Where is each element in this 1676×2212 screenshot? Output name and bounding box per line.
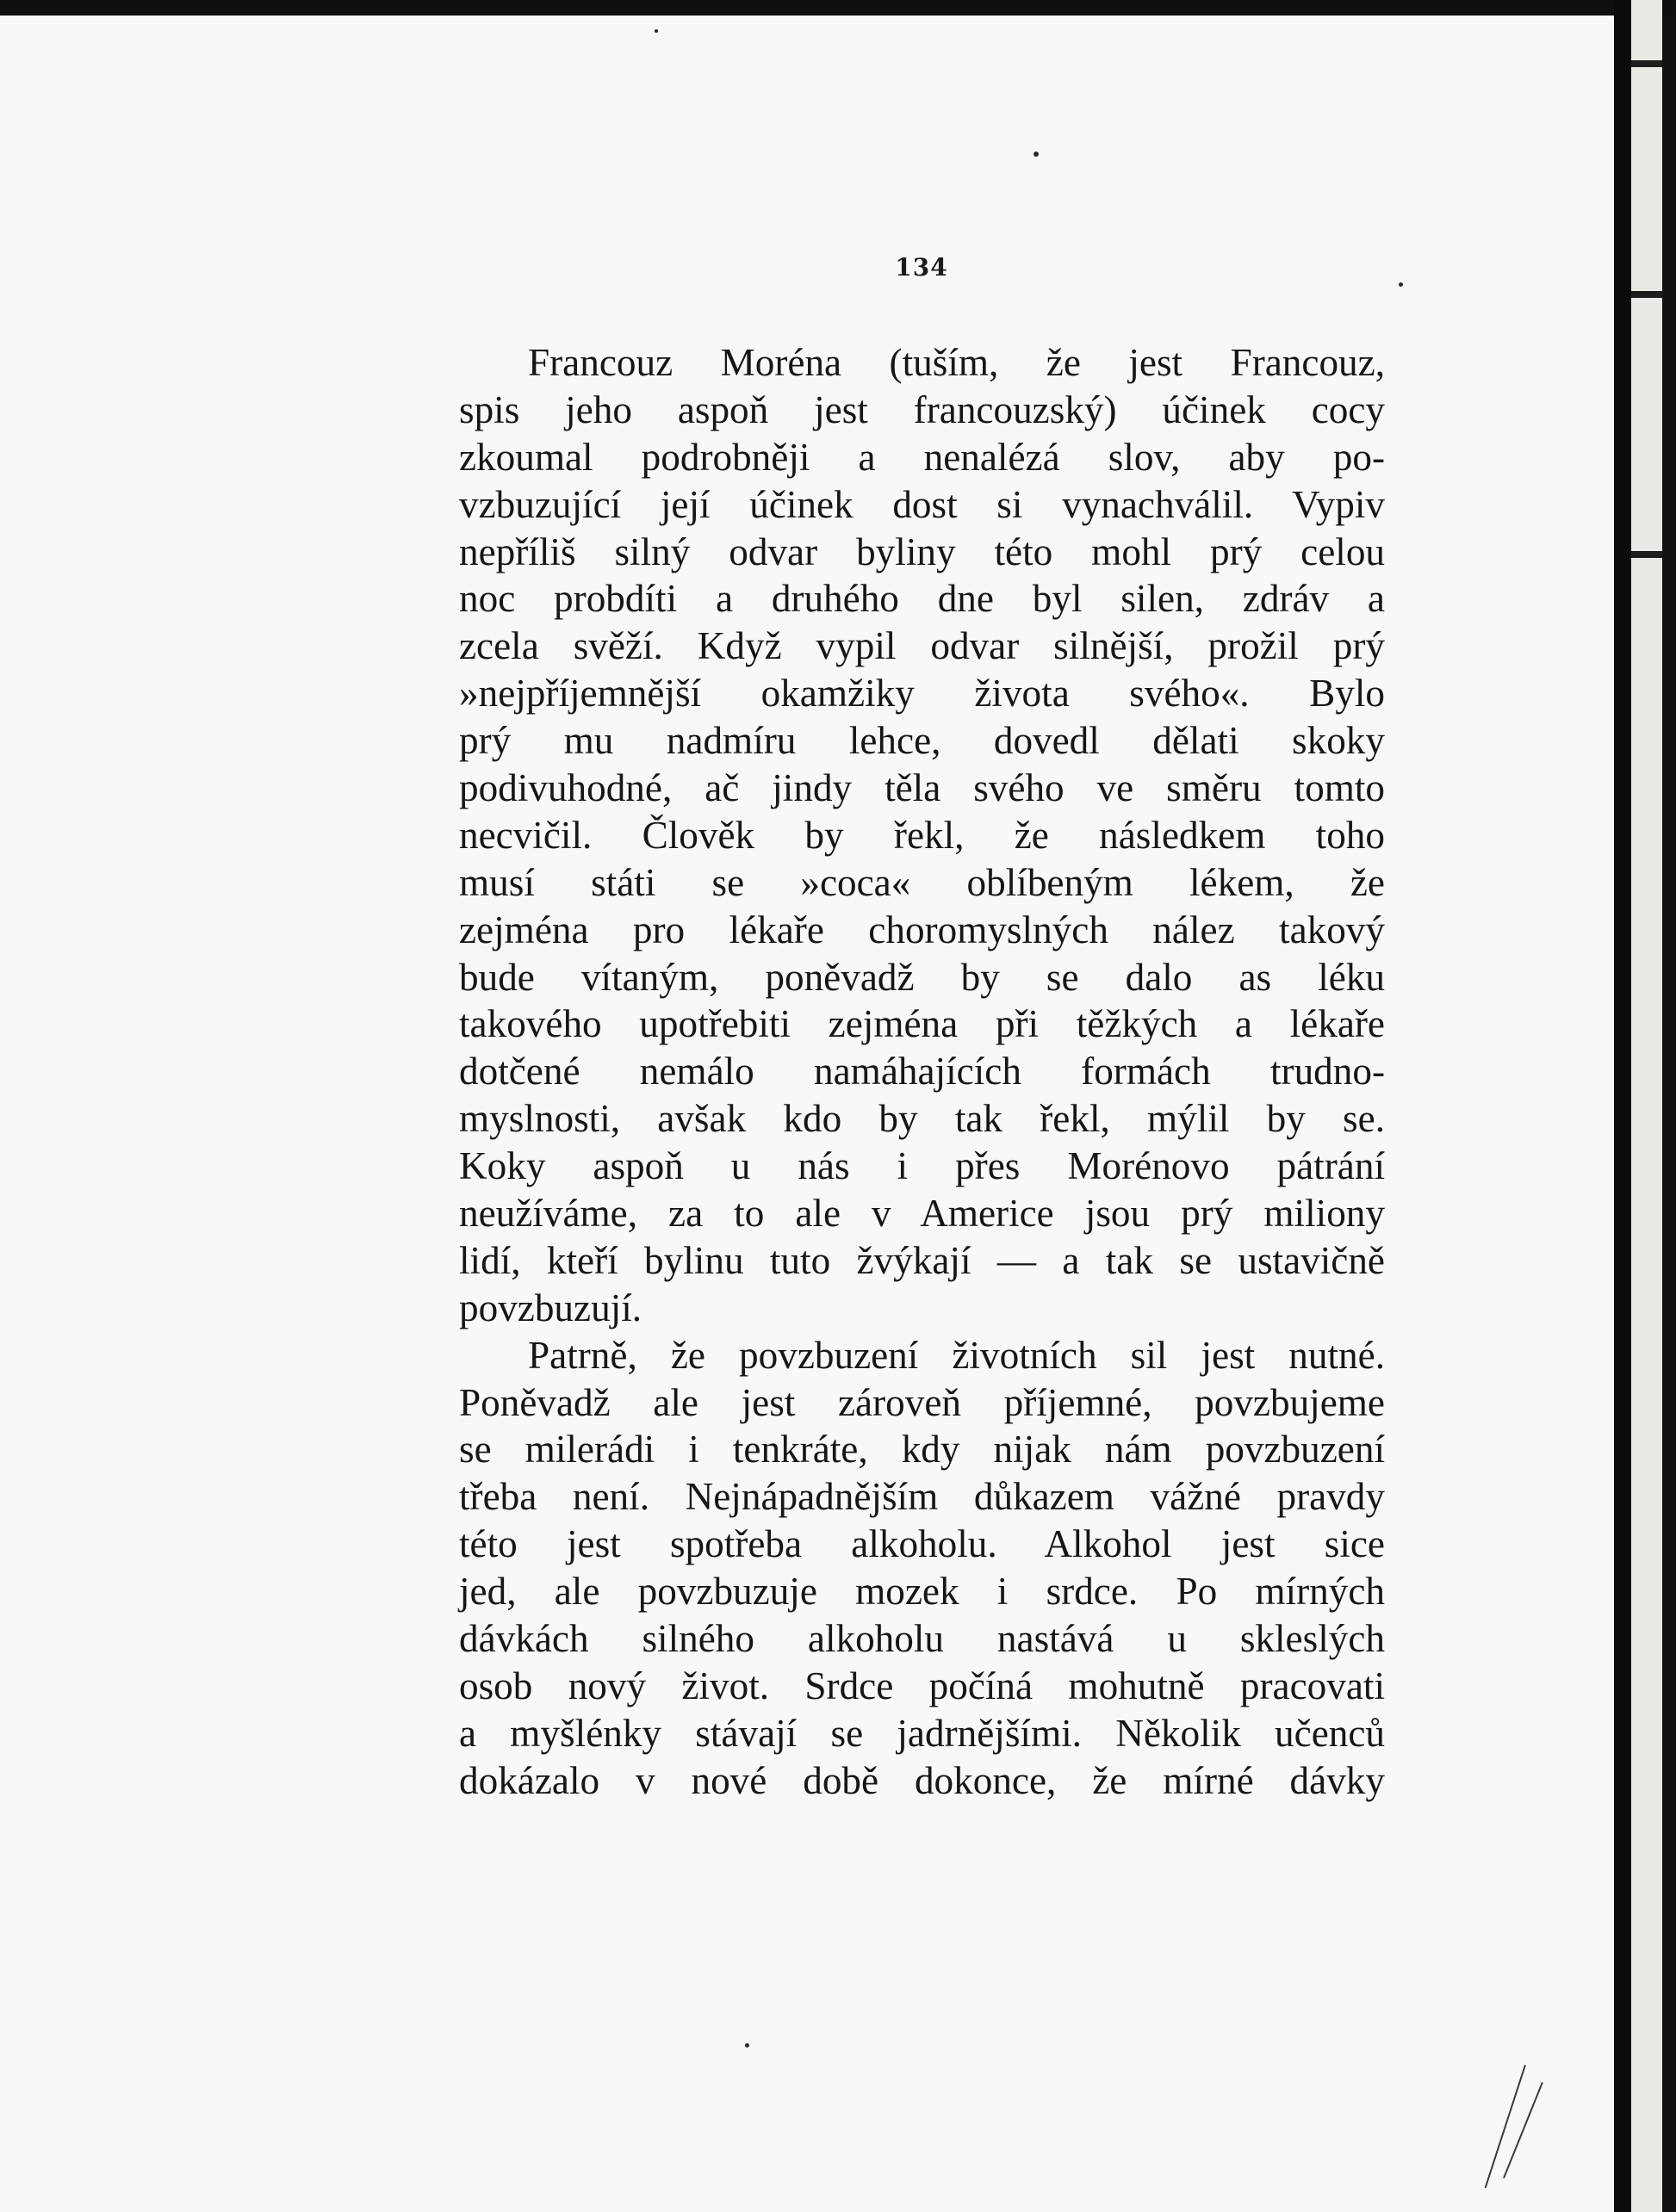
edge-mark	[1631, 551, 1662, 558]
text-line: Koky aspoň u nás i přes Morénovo pátrání	[459, 1144, 1385, 1188]
text-line: nepříliš silný odvar byliny této mohl prý celou	[459, 530, 1385, 573]
text-line: noc probdíti a druhého dne byl silen, zdráv a	[459, 577, 1385, 621]
text-line: Francouz Moréna (tuším, že jest Francouz,	[528, 341, 1385, 384]
scan-top-border	[0, 0, 1676, 15]
text-line: necvičil. Člověk by řekl, že následkem toho	[459, 813, 1385, 857]
text-line: Patrně, že povzbuzení životních sil jest nutné.	[528, 1333, 1385, 1377]
body-text	[459, 339, 1385, 1805]
dust-speck	[745, 2043, 749, 2048]
adjacent-page-edge	[1631, 0, 1662, 2212]
text-line: třeba není. Nejnápadnějším důkazem vážné pravdy	[459, 1475, 1385, 1519]
dust-speck	[655, 29, 658, 33]
text-line: Poněvadž ale jest zároveň příjemné, povzbujeme	[459, 1380, 1385, 1424]
text-line: bude vítaným, poněvadž by se dalo as léku	[459, 955, 1385, 999]
text-line: lidí, kteří bylinu tuto žvýkají — a tak se ustavičně	[459, 1238, 1385, 1282]
text-line: spis jeho aspoň jest francouzský) účinek cocy	[459, 387, 1385, 431]
text-line: takového upotřebiti zejména při těžkých a lékaře	[459, 1002, 1385, 1046]
text-line: dotčené nemálo namáhajících formách trudno-	[459, 1050, 1385, 1094]
dust-speck	[1034, 152, 1039, 157]
text-line: vzbuzující její účinek dost si vynachválil. Vypiv	[459, 482, 1385, 526]
text-line: zkoumal podrobněji a nenalézá slov, aby po-	[459, 435, 1385, 479]
text-line: podivuhodné, ač jindy těla svého ve směru tomto	[459, 766, 1385, 810]
text-line: »nejpříjemnější okamžiky života svého«. Bylo	[459, 672, 1385, 716]
edge-mark	[1631, 60, 1662, 67]
text-line: této jest spotřeba alkoholu. Alkohol jest sice	[459, 1522, 1385, 1566]
text-line: povzbuzují.	[459, 1286, 642, 1329]
text-line: prý mu nadmíru lehce, dovedl dělati skoky	[459, 719, 1385, 763]
text-line: neužíváme, za to ale v Americe jsou prý miliony	[459, 1192, 1385, 1236]
edge-mark	[1631, 291, 1662, 298]
text-line: dokázalo v nové době dokonce, že mírné dávky	[459, 1758, 1385, 1802]
text-line: myslnosti, avšak kdo by tak řekl, mýlil by se.	[459, 1097, 1385, 1141]
text-line: a myšlénky stávají se jadrnějšími. Několik učenců	[459, 1711, 1385, 1755]
page-number: 134	[895, 253, 948, 282]
text-line: zejména pro lékaře choromyslných nález takový	[459, 908, 1385, 951]
page-edge-mark	[1503, 2082, 1543, 2178]
dust-speck	[1399, 282, 1403, 287]
text-line: se milerádi i tenkráte, kdy nijak nám povzbuzení	[459, 1428, 1385, 1472]
page-gutter	[1614, 0, 1631, 2212]
text-line: zcela svěží. Když vypil odvar silnější, prožil prý	[459, 624, 1385, 668]
text-line: dávkách silného alkoholu nastává u skleslých	[459, 1617, 1385, 1661]
text-line: jed, ale povzbuzuje mozek i srdce. Po mírných	[459, 1570, 1385, 1614]
text-line: musí státi se »coca« oblíbeným lékem, že	[459, 860, 1385, 904]
text-line: osob nový život. Srdce počíná mohutně pracovati	[459, 1664, 1385, 1707]
